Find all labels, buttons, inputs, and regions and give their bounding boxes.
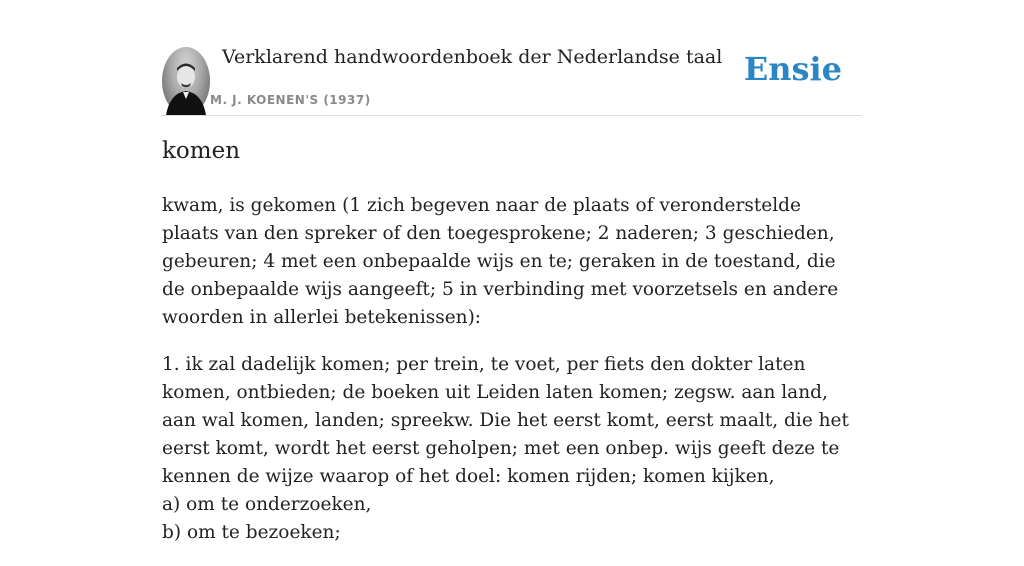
dictionary-title: Verklarend handwoordenboek der Nederlandse taal — [222, 46, 723, 68]
entry-definition — [162, 192, 862, 566]
author-portrait-image — [162, 47, 210, 115]
portrait-illustration — [162, 47, 210, 115]
sense-1-subitem-a: a) om te onderzoeken, — [162, 494, 372, 515]
sense-1-subitem-b: b) om te bezoeken; — [162, 522, 341, 543]
sense-1-text: 1. ik zal dadelijk komen; per trein, te voet, per fiets den dokter laten komen, ontbieden; de boeken uit Leiden laten komen; zegsw. aan land, aan wal komen, landen; spreekw. Die het eerst komt, eerst maalt, die het eerst komt, wordt het eerst geholpen; met een onbep. wijs geeft deze te kennen de wijze waarop of het doel: komen rijden; komen kijken, — [162, 354, 849, 487]
dictionary-edition: M. J. KOENEN'S (1937) — [210, 93, 371, 107]
definition-paragraph-overview: kwam, is gekomen (1 zich begeven naar de plaats of veronderstelde plaats van den spreker of den toegesprokene; 2 naderen; 3 geschieden, gebeuren; 4 met een onbepaalde wijs en te; geraken in de toestand, die de onbepaalde wijs aangeeft; 5 in verbinding met voorzetsels en andere woorden in allerlei betekenissen): — [162, 195, 839, 328]
site-header — [162, 40, 862, 116]
ensie-logo-link[interactable]: Ensie — [743, 50, 842, 88]
entry-headword: komen — [162, 138, 241, 164]
definition-paragraph-sense-1 — [162, 351, 862, 547]
